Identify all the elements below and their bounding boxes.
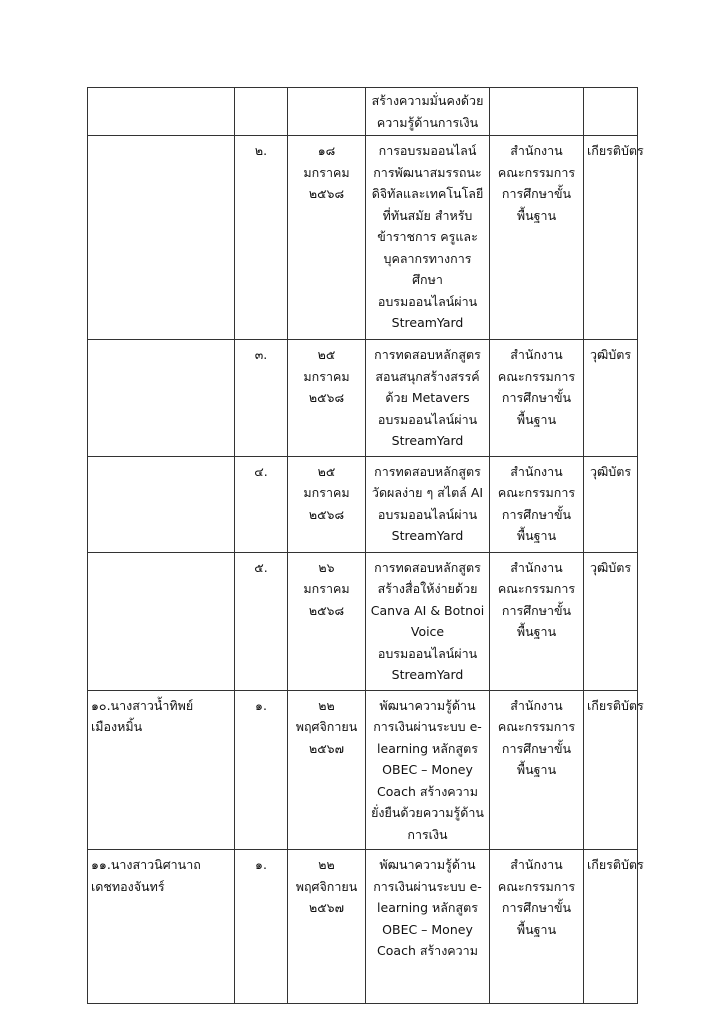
- training-topic-line: การเงินผ่านระบบ e-: [373, 719, 482, 734]
- training-topic-line: อบรมออนไลน์ผ่าน: [377, 506, 478, 522]
- certificate-type-text: เกียรติบัตร: [587, 697, 644, 713]
- item-number-cell: [235, 340, 288, 457]
- training-date-line: ๒๕๖๘: [308, 186, 345, 201]
- organizer-cell: [490, 88, 584, 136]
- training-record-table: [87, 87, 644, 1004]
- training-topic-cell: [366, 88, 490, 136]
- item-number-text: ๑.: [255, 697, 267, 713]
- training-topic-line: การพัฒนาสมรรถนะ: [373, 164, 482, 180]
- table-row: [88, 850, 638, 1004]
- organizer-line: สำนักงาน: [510, 559, 563, 575]
- participant-name-cell: [88, 690, 235, 850]
- participant-name-cell: [88, 552, 235, 690]
- organizer-line: การศึกษาขั้น: [501, 186, 572, 201]
- training-date-line: ๒๖: [318, 559, 335, 575]
- training-date-line: มกราคม: [303, 485, 350, 500]
- training-date-line: ๒๕: [317, 463, 336, 479]
- training-topic-line: การทดสอบหลักสูตร: [374, 463, 481, 479]
- organizer-line: พื้นฐาน: [516, 921, 557, 937]
- organizer-line: คณะกรรมการ: [497, 581, 576, 596]
- organizer-line: พื้นฐาน: [516, 411, 557, 427]
- organizer-cell: [490, 136, 584, 340]
- certificate-type-cell: [584, 340, 638, 457]
- item-number-text: ๔.: [254, 463, 268, 479]
- organizer-cell: [490, 850, 584, 1004]
- training-date-cell: [288, 88, 366, 136]
- training-topic-line: OBEC – Money: [382, 762, 473, 777]
- participant-name-line: ๑๐.นางสาวน้ำทิพย์: [91, 697, 194, 713]
- training-topic-line: OBEC – Money: [382, 921, 473, 937]
- training-date-line: พฤศจิกายน: [295, 878, 358, 894]
- training-topic-line: ด้วย Metavers: [385, 390, 470, 405]
- organizer-line: การศึกษาขั้น: [501, 602, 572, 618]
- organizer-line: สำนักงาน: [510, 143, 563, 158]
- training-date-line: ๒๕๖๘: [308, 506, 345, 522]
- training-date-line: ๒๒: [318, 857, 335, 872]
- organizer-cell: [490, 340, 584, 457]
- item-number-text: ๑.: [255, 857, 267, 872]
- organizer-line: การศึกษาขั้น: [501, 740, 572, 756]
- table-row: [88, 88, 638, 136]
- training-date-cell: [288, 340, 366, 457]
- training-date-cell: [288, 136, 366, 340]
- training-date-line: ๒๕: [317, 347, 336, 362]
- training-topic-line: StreamYard: [391, 528, 464, 543]
- training-topic-line: การอบรมออนไลน์: [378, 143, 477, 158]
- item-number-cell: [235, 456, 288, 552]
- table-row: [88, 690, 638, 850]
- item-number-cell: [235, 690, 288, 850]
- training-topic-line: learning หลักสูตร: [377, 740, 478, 756]
- training-date-line: มกราคม: [303, 368, 350, 384]
- item-number-text: ๕.: [254, 559, 268, 575]
- training-topic-cell: [366, 136, 490, 340]
- training-topic-line: ยั่งยืนด้วยความรู้ด้าน: [371, 805, 484, 820]
- organizer-line: สำนักงาน: [510, 857, 563, 872]
- training-topic-line: ดิจิทัลและเทคโนโลยี: [371, 186, 484, 201]
- participant-name-cell: [88, 456, 235, 552]
- training-topic-line: การเงิน: [407, 826, 448, 842]
- certificate-type-text: วุฒิบัตร: [589, 559, 632, 575]
- certificate-type-cell: [584, 850, 644, 1004]
- training-date-cell: [288, 690, 366, 850]
- certificate-type-cell: [584, 552, 638, 690]
- training-topic-line: Voice: [410, 624, 445, 639]
- item-number-cell: [235, 88, 288, 136]
- certificate-type-cell: [584, 690, 644, 850]
- organizer-line: พื้นฐาน: [516, 528, 557, 543]
- organizer-cell: [490, 456, 584, 552]
- training-date-line: ๒๒: [318, 697, 335, 713]
- training-topic-cell: [366, 552, 490, 690]
- training-topic-cell: [366, 850, 490, 1004]
- item-number-cell: [235, 136, 288, 340]
- training-date-line: ๒๕๖๘: [308, 602, 345, 618]
- item-number-cell: [235, 850, 288, 1004]
- training-topic-line: Canva AI & Botnoi: [370, 602, 485, 618]
- training-topic-line: StreamYard: [391, 433, 464, 448]
- item-number-text: ๒.: [254, 143, 268, 158]
- certificate-type-cell: [584, 136, 644, 340]
- training-topic-line: การทดสอบหลักสูตร: [374, 559, 481, 575]
- training-topic-line: Coach สร้างความ: [377, 943, 478, 958]
- organizer-line: คณะกรรมการ: [497, 485, 576, 500]
- organizer-line: คณะกรรมการ: [497, 164, 576, 180]
- training-topic-line: พัฒนาความรู้ด้าน: [379, 697, 476, 713]
- training-topic-line: สอนสนุกสร้างสรรค์: [375, 368, 480, 384]
- training-date-cell: [288, 850, 366, 1004]
- training-date-line: ๒๕๖๗: [308, 900, 345, 915]
- training-date-line: ๑๘: [317, 143, 336, 158]
- training-topic-line: ความรู้ด้านการเงิน: [376, 114, 479, 130]
- organizer-line: คณะกรรมการ: [497, 719, 576, 734]
- item-number-cell: [235, 552, 288, 690]
- organizer-cell: [490, 690, 584, 850]
- training-topic-line: ที่ทันสมัย สำหรับ: [382, 207, 473, 223]
- certificate-type-text: วุฒิบัตร: [589, 463, 632, 479]
- organizer-line: การศึกษาขั้น: [501, 390, 572, 405]
- training-topic-line: ข้าราชการ ครูและ: [377, 229, 478, 244]
- training-topic-line: learning หลักสูตร: [377, 900, 478, 915]
- training-topic-line: อบรมออนไลน์ผ่าน: [377, 645, 478, 661]
- certificate-type-text: เกียรติบัตร: [587, 143, 644, 158]
- organizer-line: พื้นฐาน: [516, 762, 557, 777]
- participant-name-cell: [88, 88, 235, 136]
- participant-name-cell: [88, 136, 235, 340]
- training-date-cell: [288, 552, 366, 690]
- certificate-type-cell: [584, 88, 638, 136]
- training-topic-line: พัฒนาความรู้ด้าน: [379, 857, 476, 872]
- training-topic-line: Coach สร้างความ: [377, 783, 478, 799]
- training-topic-line: วัดผลง่าย ๆ สไตล์ AI: [371, 485, 484, 500]
- organizer-line: สำนักงาน: [510, 463, 563, 479]
- training-date-line: ๒๕๖๘: [308, 390, 345, 405]
- training-topic-line: StreamYard: [391, 667, 464, 682]
- organizer-line: สำนักงาน: [510, 697, 563, 713]
- training-date-cell: [288, 456, 366, 552]
- participant-name-line: เดชทองจันทร์: [91, 878, 165, 894]
- participant-name-cell: [88, 340, 235, 457]
- table-row: [88, 552, 638, 690]
- certificate-type-text: เกียรติบัตร: [587, 857, 644, 872]
- training-date-line: มกราคม: [303, 581, 350, 596]
- training-topic-line: อบรมออนไลน์ผ่าน: [377, 411, 478, 427]
- organizer-line: พื้นฐาน: [516, 207, 557, 223]
- organizer-line: พื้นฐาน: [516, 624, 557, 639]
- training-topic-line: การทดสอบหลักสูตร: [374, 347, 481, 362]
- table-row: [88, 456, 638, 552]
- training-date-line: มกราคม: [303, 164, 350, 180]
- organizer-line: สำนักงาน: [510, 347, 563, 362]
- training-topic-line: ศึกษา: [412, 272, 443, 287]
- organizer-line: การศึกษาขั้น: [501, 506, 572, 522]
- organizer-line: คณะกรรมการ: [497, 368, 576, 384]
- certificate-type-cell: [584, 456, 638, 552]
- certificate-type-text: วุฒิบัตร: [589, 347, 632, 362]
- training-topic-cell: [366, 690, 490, 850]
- table-body: [88, 88, 644, 1004]
- organizer-cell: [490, 552, 584, 690]
- training-topic-line: สร้างความมั่นคงด้วย: [371, 93, 484, 108]
- training-topic-line: อบรมออนไลน์ผ่าน: [377, 293, 478, 309]
- training-topic-line: สร้างสื่อให้ง่ายด้วย: [377, 581, 478, 596]
- participant-name-cell: [88, 850, 235, 1004]
- participant-name-line: เมืองหมิ้น: [91, 719, 143, 734]
- training-date-line: ๒๕๖๗: [308, 740, 345, 756]
- organizer-line: คณะกรรมการ: [497, 878, 576, 894]
- training-date-line: พฤศจิกายน: [295, 719, 358, 734]
- training-topic-line: StreamYard: [391, 315, 464, 330]
- participant-name-line: ๑๑.นางสาวนิศานาถ: [91, 857, 201, 872]
- training-topic-cell: [366, 340, 490, 457]
- training-topic-line: การเงินผ่านระบบ e-: [373, 878, 482, 894]
- training-topic-line: บุคลากรทางการ: [383, 250, 472, 266]
- training-topic-cell: [366, 456, 490, 552]
- table-row: [88, 340, 638, 457]
- table-row: [88, 136, 638, 340]
- item-number-text: ๓.: [254, 347, 268, 362]
- organizer-line: การศึกษาขั้น: [501, 900, 572, 915]
